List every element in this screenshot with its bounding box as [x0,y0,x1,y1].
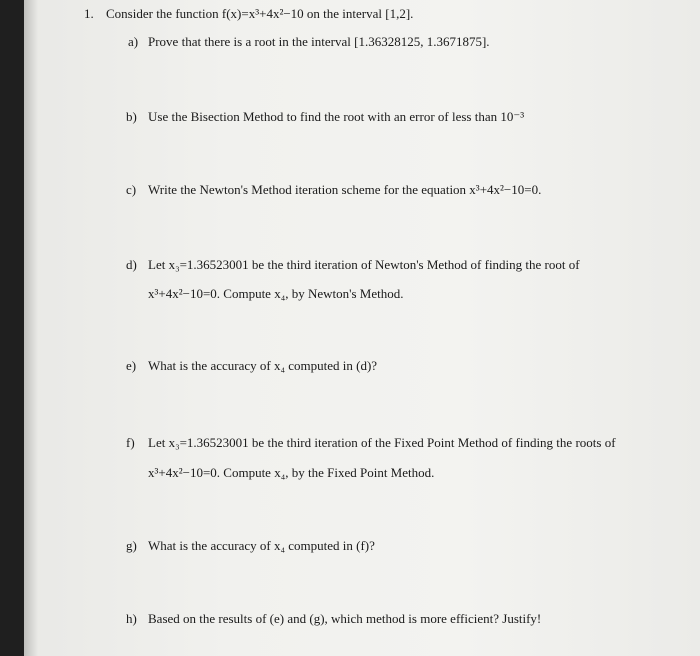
problem-intro: Consider the function f(x)=x³+4x²−10 on the interval [1,2]. [106,6,414,21]
part-a-label: a) [128,34,139,49]
part-c-label: c) [126,182,137,197]
part-c-text: Write the Newton's Method iteration scheme for the equation x³+4x²−10=0. [148,182,542,197]
part-b-text: Use the Bisection Method to find the root with an error of less than 10⁻³ [148,109,525,124]
part-h-text: Based on the results of (e) and (g), which method is more efficient? Justify! [148,611,542,626]
problem-number: 1. [84,6,94,21]
part-g-text: What is the accuracy of x₄ computed in (f)? [148,538,375,553]
part-d-label: d) [126,257,137,272]
part-f-line1: Let x₃=1.36523001 be the third iteration of the Fixed Point Method of finding the roots of [148,435,616,450]
part-e-text: What is the accuracy of x₄ computed in (d)? [148,358,378,373]
part-f-label: f) [126,435,135,450]
part-a-text: Prove that there is a root in the interval [1.36328125, 1.3671875]. [148,34,490,49]
part-d-line2: x³+4x²−10=0. Compute x₄, by Newton's Method. [148,286,404,301]
part-e-label: e) [126,358,137,373]
part-g-label: g) [126,538,137,553]
worksheet-page [24,0,700,656]
part-d-line1: Let x₃=1.36523001 be the third iteration of Newton's Method of finding the root of [148,257,580,272]
part-f-line2: x³+4x²−10=0. Compute x₄, by the Fixed Point Method. [148,465,435,480]
part-b-label: b) [126,109,137,124]
page-edge-shadow [24,0,38,656]
part-h-label: h) [126,611,137,626]
